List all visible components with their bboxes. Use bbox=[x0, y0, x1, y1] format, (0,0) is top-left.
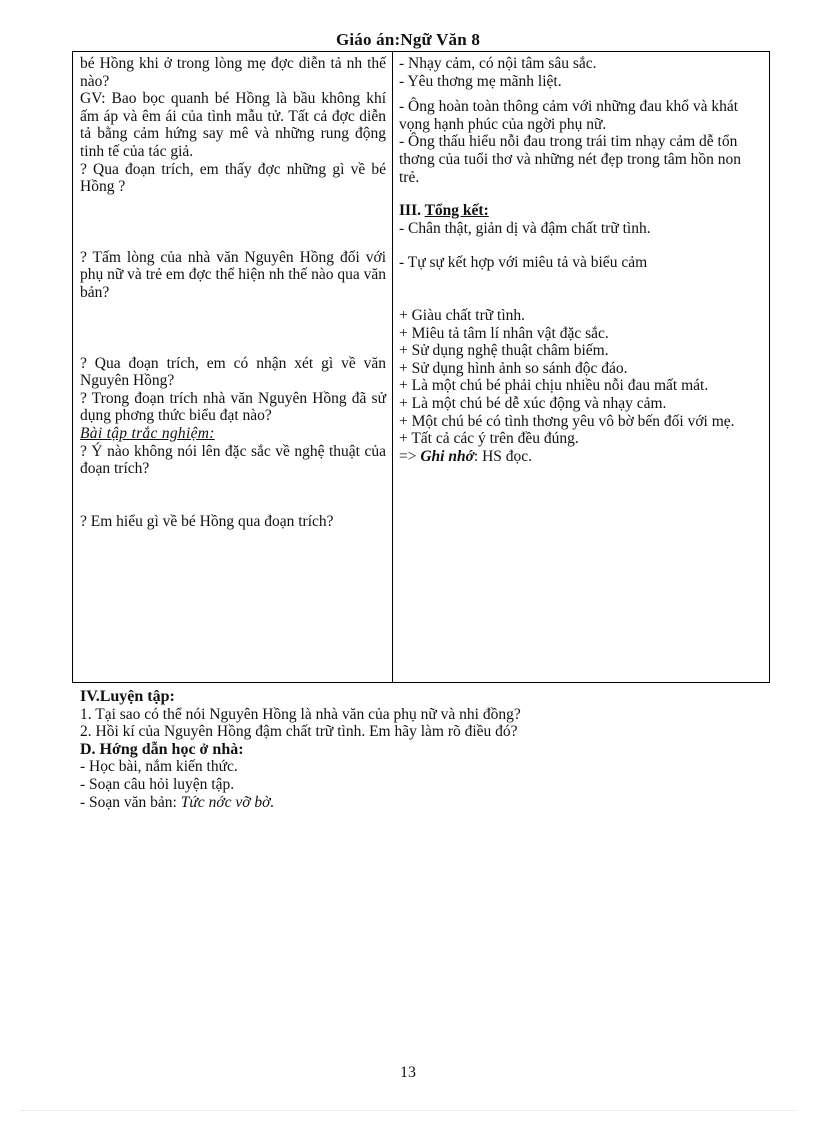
option-item: + Giàu chất trữ tình. bbox=[399, 306, 526, 324]
question-text: bé Hồng khi ở trong lòng mẹ đợc diễn tả nh thế nào? bbox=[80, 55, 386, 90]
summary-label: Tổng kết: bbox=[424, 202, 489, 220]
note-line bbox=[399, 448, 763, 466]
exercise-heading: Bài tập trắc nghiệm: bbox=[80, 424, 215, 442]
answer-column bbox=[399, 55, 763, 465]
page-header: Giáo án:Ngữ Văn 8 bbox=[335, 30, 481, 49]
answer-text: - Tự sự kết hợp với miêu tả và biểu cảm bbox=[399, 254, 648, 272]
option-item: + Tất cả các ý trên đều đúng. bbox=[399, 430, 579, 448]
option-item: + Một chú bé có tình thơng yêu vô bờ bến đối với mẹ. bbox=[399, 412, 735, 430]
note-text: : HS đọc. bbox=[473, 447, 533, 465]
question-text: ? Tấm lòng của nhà văn Nguyên Hồng đối với phụ nữ và trẻ em đợc thể hiện nh thế nào qua văn bản? bbox=[80, 248, 386, 301]
option-item: + Là một chú bé phải chịu nhiều nỗi đau mất mát. bbox=[399, 377, 709, 395]
note-label: Ghi nhớ bbox=[420, 447, 474, 465]
guidance-item: - Học bài, nắm kiến thức. bbox=[80, 758, 238, 776]
guidance-prefix: - Soạn văn bản: bbox=[80, 793, 181, 811]
page-number: 13 bbox=[400, 1064, 416, 1081]
question-text: ? Qua đoạn trích, em thấy đợc những gì về bé Hồng ? bbox=[80, 160, 386, 196]
answer-text: - Ông thấu hiểu nỗi đau trong trái tim nhạy cảm dễ tổn thơng của tuổi thơ và những nét đẹp trong tâm hồn non trẻ. bbox=[399, 133, 742, 186]
question-text: ? Ý nào không nói lên đặc sắc về nghệ thuật của đoạn trích? bbox=[80, 442, 386, 478]
text-title: Tức nớc vỡ bờ. bbox=[180, 793, 275, 811]
teacher-note: GV: Bao bọc quanh bé Hồng là bầu không khí ấm áp và êm ái của tình mẫu tử. Tất cả đợc diễn tả bằng cảm hứng say mê và những rung động tinh tế của tác giả. bbox=[80, 90, 386, 160]
column-divider bbox=[392, 52, 393, 682]
note-arrow: => bbox=[399, 447, 417, 465]
option-item: + Miêu tả tâm lí nhân vật đặc sắc. bbox=[399, 324, 609, 342]
homework-section bbox=[80, 688, 740, 811]
guidance-heading: D. Hớng dẫn học ở nhà: bbox=[80, 740, 244, 758]
footer-divider bbox=[20, 1110, 796, 1111]
answer-text: - Nhạy cảm, có nội tâm sâu sắc. bbox=[399, 55, 597, 72]
option-item: + Sử dụng hình ảnh so sánh độc đáo. bbox=[399, 359, 628, 377]
summary-heading bbox=[399, 202, 763, 220]
option-item: + Sử dụng nghệ thuật châm biếm. bbox=[399, 342, 609, 360]
guidance-item bbox=[80, 794, 740, 812]
question-text: ? Qua đoạn trích, em có nhận xét gì về văn Nguyên Hồng? bbox=[80, 354, 386, 390]
option-item: + Là một chú bé dễ xúc động và nhạy cảm. bbox=[399, 394, 667, 412]
practice-heading: IV.Luyện tập: bbox=[80, 688, 175, 705]
guidance-item: - Soạn câu hỏi luyện tập. bbox=[80, 775, 235, 793]
practice-item: 2. Hồi kí của Nguyên Hồng đậm chất trữ tình. Em hãy làm rõ điều đó? bbox=[80, 723, 518, 741]
answer-text: - Yêu thơng mẹ mãnh liệt. bbox=[399, 72, 562, 90]
practice-item: 1. Tại sao có thể nói Nguyên Hồng là nhà văn của phụ nữ và nhi đồng? bbox=[80, 705, 521, 723]
answer-text: - Ông hoàn toàn thông cảm với những đau khổ và khát vọng hạnh phúc của ngời phụ nữ. bbox=[399, 98, 739, 133]
question-text: ? Trong đoạn trích nhà văn Nguyên Hồng đã sử dụng phơng thức biểu đạt nào? bbox=[80, 389, 386, 425]
teacher-column bbox=[80, 55, 386, 530]
lesson-table bbox=[72, 51, 770, 683]
question-text: ? Em hiểu gì về bé Hồng qua đoạn trích? bbox=[80, 512, 334, 530]
answer-text: - Chân thật, giản dị và đậm chất trữ tình. bbox=[399, 219, 651, 237]
summary-number: III. bbox=[399, 202, 421, 220]
